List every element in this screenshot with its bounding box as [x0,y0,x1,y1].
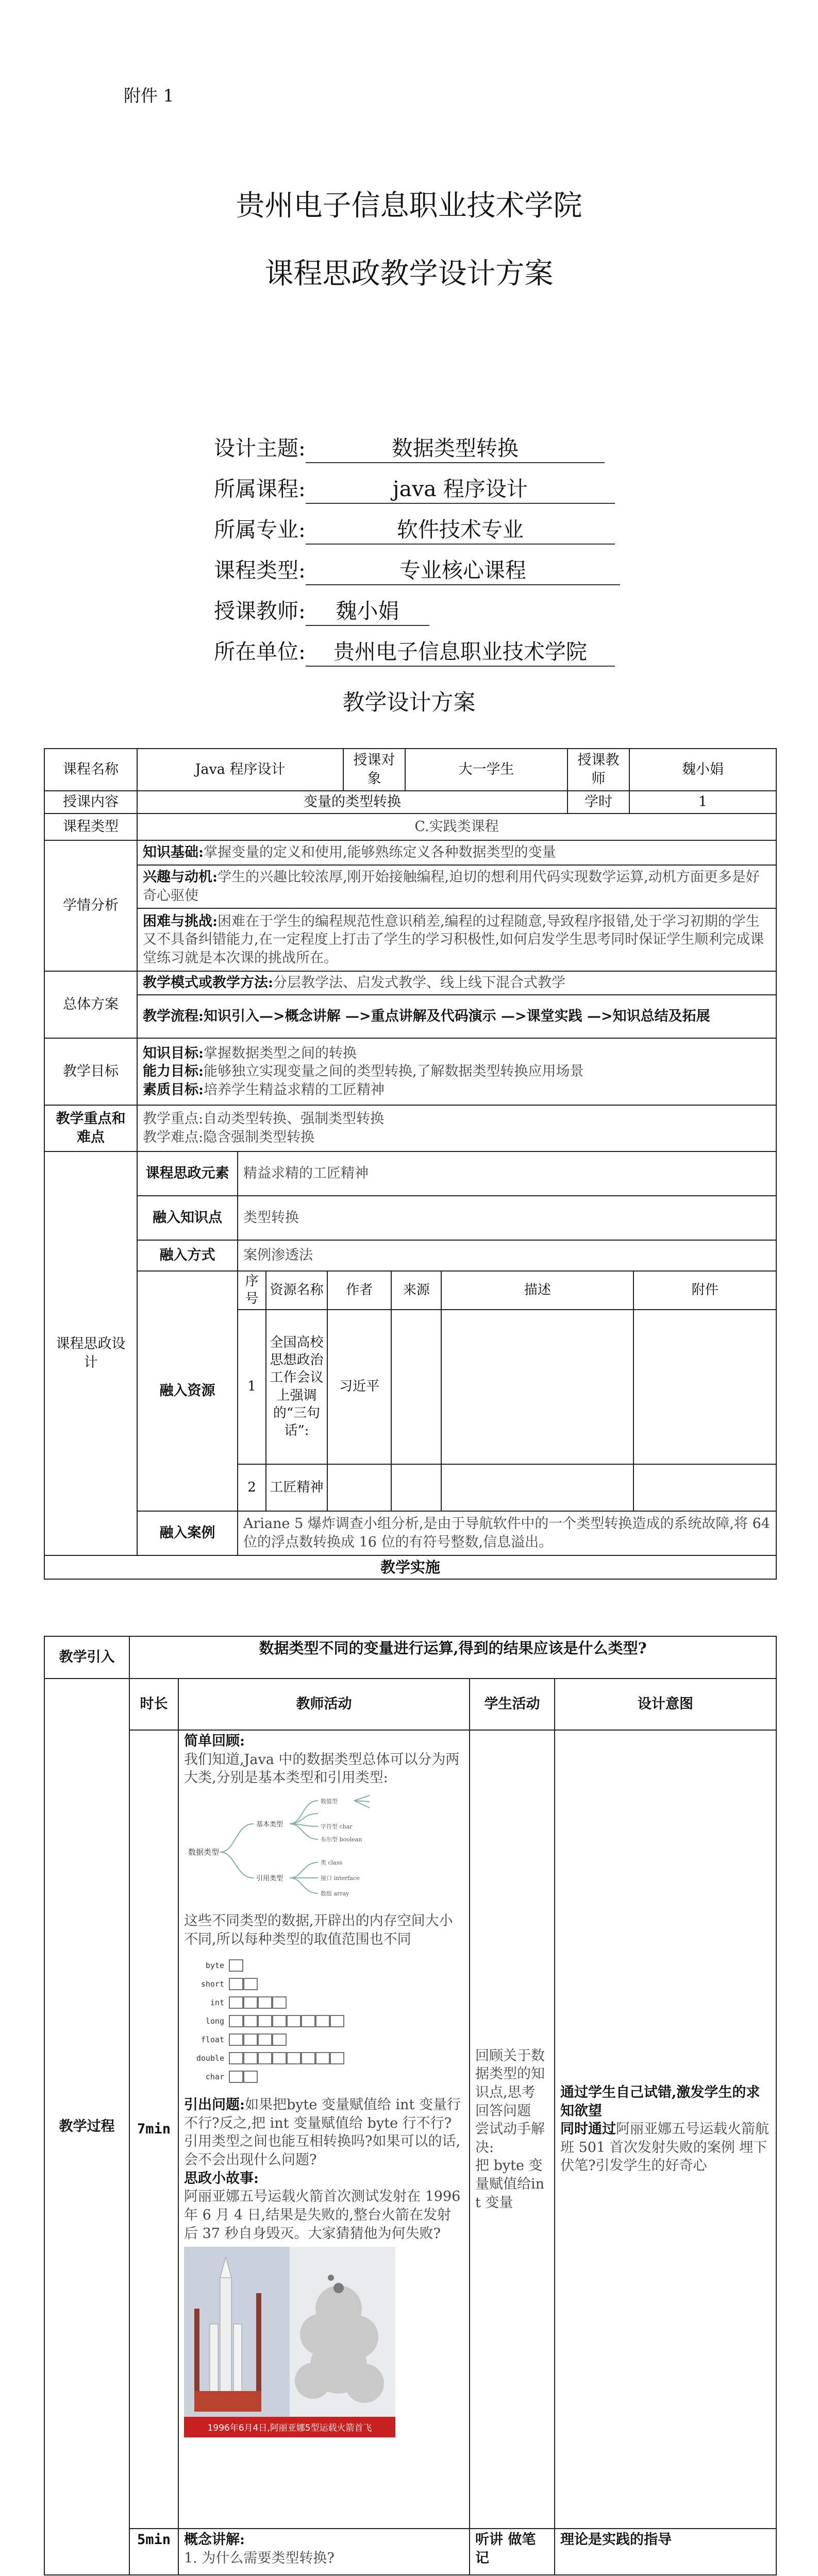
goal-list [137,1038,776,1105]
row1-teacher-activity [178,1730,470,2529]
type-label-short: short [201,1979,224,1989]
intro-label: 教学引入 [44,1636,129,1679]
range-text: 这些不同类型的数据,开辟出的内存空间大小不同,所以每种类型的取值范围也不同 [184,1912,453,1947]
course-type-value: C.实践类课程 [137,814,776,840]
byte-cell-long [330,2015,344,2027]
type-label-int: int [210,1998,224,2008]
sz-way-value: 案例渗透法 [238,1240,776,1271]
byte-cell-float [244,2034,257,2045]
res-2-name: 工匠精神 [266,1464,327,1511]
byte-cell-int [273,1997,286,2008]
cover-course: 所属课程: java 程序设计 [214,473,615,504]
goal-label: 教学目标 [44,1038,137,1105]
byte-cell-double [229,2053,243,2064]
res-1-author: 习近平 [327,1310,391,1464]
byte-cell-float [229,2034,243,2045]
byte-cell-double [258,2053,272,2064]
cover-course-type: 课程类型: 专业核心课程 [214,555,620,586]
cover-topic: 设计主题: 数据类型转换 [214,433,605,464]
sz-point-label: 融入知识点 [137,1196,238,1240]
keypoint-list [137,1105,776,1151]
col-teacher: 教师活动 [178,1679,470,1730]
col-duration: 时长 [129,1679,178,1730]
res-h-desc: 描述 [441,1272,633,1310]
cover-teacher: 授课教师: 魏小娟 [214,596,429,626]
byte-cell-double [316,2053,329,2064]
cover-major: 所属专业: 软件技术专业 [214,514,615,545]
table-row [238,1310,776,1464]
byte-cell-short [244,1978,257,1990]
review-title: 简单回顾: [184,1733,245,1749]
byte-cell-int [244,1997,257,2008]
mindmap-branch-ref: 引用类型 [256,1874,283,1883]
byte-cell-long [302,2015,315,2027]
res-2-desc [441,1464,633,1511]
course-name-label: 课程名称 [44,749,137,791]
story-title: 思政小故事: [184,2170,259,2187]
res-2-author [327,1464,391,1511]
intent-line1: 通过学生自己试错,激发学生的求知欲望 [560,2084,760,2119]
concept-text: 1. 为什么需要类型转换? [184,2550,335,2566]
analysis-label: 学情分析 [44,840,137,971]
sz-element-label: 课程思政元素 [137,1151,238,1196]
keypoint-difficulty: 教学难点:隐含强制类型转换 [143,1129,315,1145]
sz-case-label: 融入案例 [137,1511,238,1555]
process-label: 教学过程 [44,1679,129,2575]
document-title: 课程思政教学设计方案 [264,257,554,291]
hours-label: 学时 [567,791,629,814]
concept-title: 概念讲解: [184,2532,245,2548]
section-subtitle: 教学设计方案 [342,690,476,716]
col-intent: 设计意图 [555,1679,776,1730]
byte-cell-long [287,2015,301,2027]
res-h-name: 资源名称 [266,1272,327,1310]
hours-value: 1 [629,791,776,814]
content-value: 变量的类型转换 [137,791,567,814]
row2-design-intent: 理论是实践的指导 [555,2529,776,2575]
analysis-difficulty: 困难与挑战:困难在于学生的编程规范性意识稍差,编程的过程随意,导致程序报错,处于学习初期的学生又不具备纠错能力,在一定程度上打击了学生的学习积极性,如何启发学生思考同时保证学生顺利完成课堂练习就是本次课的挑战所在。 [137,908,776,971]
annex-label: 附件 1 [124,86,174,106]
row2-teacher-activity [178,2529,470,2575]
course-name-value: Java 程序设计 [137,749,343,791]
row2-student-activity: 听讲 做笔记 [470,2529,555,2575]
res-1-source [391,1310,441,1464]
byte-cell-long [229,2015,243,2027]
res-h-no: 序号 [238,1272,266,1310]
teacher-label: 授课教师 [567,749,629,791]
byte-cell-double [244,2053,257,2064]
school-name: 贵州电子信息职业技术学院 [236,189,582,223]
row1-design-intent [555,1730,776,2529]
col-student: 学生活动 [470,1679,555,1730]
data-type-mindmap [184,1790,457,1909]
sz-way-label: 融入方式 [137,1240,238,1271]
goal-quality: 素质目标:培养学生精益求精的工匠精神 [143,1081,385,1098]
res-1-attach [633,1310,776,1464]
overall-method: 教学模式或教学方法:分层教学法、启发式教学、线上线下混合式教学 [137,971,776,995]
resource-table [238,1272,776,1511]
keypoint-focus: 教学重点:自动类型转换、强制类型转换 [143,1111,385,1127]
byte-cell-int [229,1997,243,2008]
type-label-byte: byte [205,1961,224,1971]
row1-student-activity [470,1730,555,2529]
rocket-launch-photo [184,2247,395,2437]
res-1-no: 1 [238,1310,266,1464]
photo-caption: 1996年6月4日,阿丽亚娜5型运载火箭首飞 [207,2423,372,2434]
overall-label: 总体方案 [44,971,137,1038]
sz-res-label: 融入资源 [137,1271,238,1511]
analysis-interest: 兴趣与动机:学生的兴趣比较浓厚,刚开始接触编程,迫切的想利用代码实现数学运算,动机方面更多是好奇心驱使 [137,865,776,908]
type-label-double: double [196,2054,224,2063]
type-size-chart [184,1953,354,2092]
resource-cell [238,1271,776,1511]
intent-line2: 同时通过阿丽亚娜五号运载火箭航班 501 首次发射失败的案例 埋下伏笔?引发学生的好奇心 [560,2121,769,2174]
content-label: 授课内容 [44,791,137,814]
res-2-no: 2 [238,1464,266,1511]
byte-cell-short [229,1978,243,1990]
byte-cell-float [273,2034,286,2045]
table-row [238,1464,776,1511]
byte-cell-char [244,2071,257,2082]
type-label-long: long [205,2016,224,2026]
byte-cell-long [258,2015,272,2027]
design-table [44,748,777,1580]
cover-unit: 所在单位: 贵州电子信息职业技术学院 [214,636,615,667]
byte-cell-double [330,2053,344,2064]
type-label-float: float [201,2035,224,2045]
byte-cell-double [273,2053,286,2064]
byte-cell-double [302,2053,315,2064]
byte-cell-double [287,2053,301,2064]
row1-duration: 7min [129,1730,178,2529]
byte-cell-char [229,2071,243,2082]
byte-cell-long [244,2015,257,2027]
student-activity-text: 回顾关于数据类型的知识点,思考回答问题 尝试动手解决: 把 byte 变量赋值给int 变量 [475,2047,545,2211]
res-2-attach [633,1464,776,1511]
res-1-name: 全国高校思想政治工作会议上强调的“三句话”: [266,1310,327,1464]
byte-cell-float [258,2034,272,2045]
question-block: 引出问题:如果把byte 变量赋值给 int 变量行不行?反之,把 int 变量赋值给 byte 行不行?引用类型之间也能互相转换吗?如果可以的话,会不会出现什么问题? [184,2097,461,2168]
mindmap-leaf: 类 class [321,1859,343,1866]
intro-question: 数据类型不同的变量进行运算,得到的结果应该是什么类型? [129,1636,776,1679]
byte-cell-byte [229,1960,243,1971]
res-h-source: 来源 [391,1272,441,1310]
byte-cell-int [258,1997,272,2008]
keypoint-label: 教学重点和难点 [44,1105,137,1151]
course-type-label: 课程类型 [44,814,137,840]
sz-label: 课程思政设计 [44,1151,137,1555]
goal-ability: 能力目标:能够独立实现变量之间的类型转换,了解数据类型转换应用场景 [143,1063,584,1080]
mindmap-root: 数据类型 [188,1847,220,1857]
res-2-source [391,1464,441,1511]
process-table [44,1636,777,2575]
teacher-value: 魏小娟 [629,749,776,791]
implementation-header: 教学实施 [44,1555,776,1579]
audience-label: 授课对象 [343,749,405,791]
mindmap-branch-basic: 基本类型 [256,1820,283,1828]
sz-case-value: Ariane 5 爆炸调查小组分析,是由于导航软件中的一个类型转换造成的系统故障,将 64 位的浮点数转换成 16 位的有符号整数,信息溢出。 [238,1511,776,1555]
byte-cell-long [273,2015,286,2027]
res-h-author: 作者 [327,1272,391,1310]
goal-knowledge: 知识目标:掌握数据类型之间的转换 [143,1045,357,1061]
sz-element-value: 精益求精的工匠精神 [238,1151,776,1196]
analysis-knowledge: 知识基础:掌握变量的定义和使用,能够熟练定义各种数据类型的变量 [137,840,776,865]
res-1-desc [441,1310,633,1464]
review-text: 我们知道,Java 中的数据类型总体可以分为两大类,分别是基本类型和引用类型: [184,1751,460,1786]
mindmap-leaf: 布尔型 boolean [321,1836,362,1843]
row2-duration: 5min [129,2529,178,2575]
story-text: 阿丽亚娜五号运载火箭首次测试发射在 1996 年 6 月 4 日,结果是失败的,整台火箭在发射后 37 秒自身毁灭。大家猜猜他为何失败? [184,2189,461,2242]
type-label-char: char [205,2072,224,2082]
byte-cell-long [316,2015,329,2027]
mindmap-leaf: 字符型 char [321,1823,353,1830]
audience-value: 大一学生 [405,749,567,791]
mindmap-leaf: 数组 array [321,1890,349,1897]
overall-flow: 教学流程:知识引入—>概念讲解 —>重点讲解及代码演示 —>课堂实践 —>知识总结及拓展 [137,995,776,1038]
mindmap-leaf: 数值型 [321,1798,338,1805]
sz-point-value: 类型转换 [238,1196,776,1240]
mindmap-leaf: 接口 interface [321,1874,360,1882]
res-h-attach: 附件 [633,1272,776,1310]
